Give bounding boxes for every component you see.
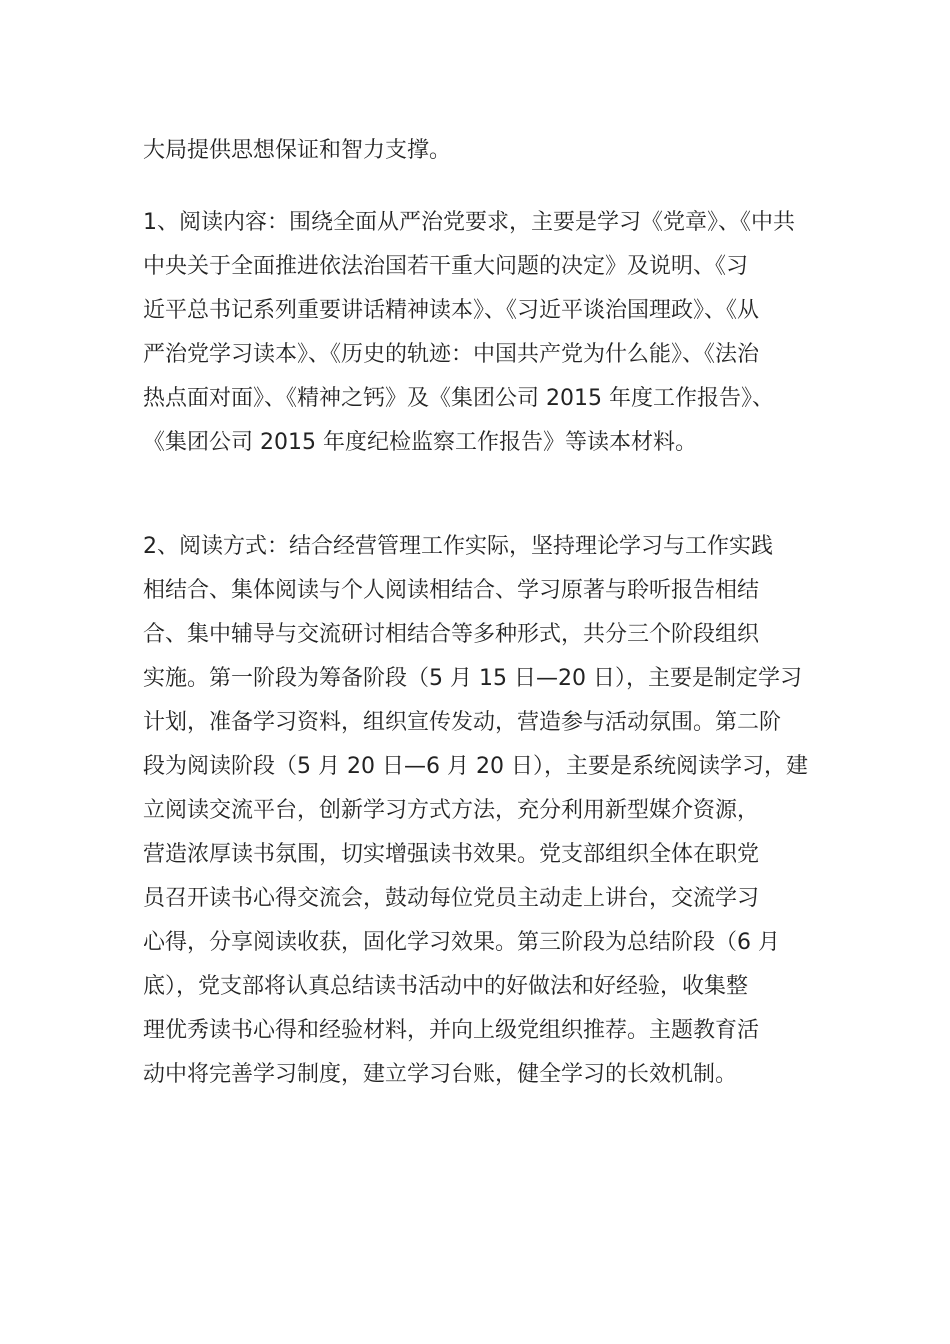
paragraph-intro-tail xyxy=(143,129,813,173)
text-line: 员召开读书心得交流会，鼓动每位党员主动走上讲台，交流学习 xyxy=(143,886,760,911)
text-line: 底），党支部将认真总结读书活动中的好做法和好经验，收集整 xyxy=(143,974,749,999)
text-line: 立阅读交流平台，创新学习方式方法，充分利用新型媒介资源， xyxy=(143,798,760,823)
text-line: 热点面对面》、《精神之钙》及《集团公司 2015 年度工作报告》、 xyxy=(143,386,774,411)
text-line: 合、集中辅导与交流研讨相结合等多种形式，共分三个阶段组织 xyxy=(143,622,760,647)
text-line: 《集团公司 2015 年度纪检监察工作报告》等读本材料。 xyxy=(143,430,697,455)
text-line: 大局提供思想保证和智力支撑。 xyxy=(143,138,452,163)
text-line: 中央关于全面推进依法治国若干重大问题的决定》及说明、《习 xyxy=(143,254,749,279)
text-line: 2、阅读方式：结合经营管理工作实际，坚持理论学习与工作实践 xyxy=(143,534,773,559)
text-line: 计划，准备学习资料，组织宣传发动，营造参与活动氛围。第二阶 xyxy=(143,710,782,735)
text-line: 近平总书记系列重要讲话精神读本》、《习近平谈治国理政》、《从 xyxy=(143,298,760,323)
text-line: 动中将完善学习制度，建立学习台账，健全学习的长效机制。 xyxy=(143,1062,738,1087)
text-line: 心得，分享阅读收获，固化学习效果。第三阶段为总结阶段（6 月 xyxy=(143,930,780,955)
text-line: 段为阅读阶段（5 月 20 日—6 月 20 日），主要是系统阅读学习，建 xyxy=(143,754,808,779)
text-line: 理优秀读书心得和经验材料，并向上级党组织推荐。主题教育活 xyxy=(143,1018,760,1043)
text-line: 严治党学习读本》、《历史的轨迹：中国共产党为什么能》、《法治 xyxy=(143,342,760,367)
text-line: 1、阅读内容：围绕全面从严治党要求，主要是学习《党章》、《中共 xyxy=(143,210,795,235)
text-line: 实施。第一阶段为筹备阶段（5 月 15 日—20 日），主要是制定学习 xyxy=(143,666,802,691)
text-line: 营造浓厚读书氛围，切实增强读书效果。党支部组织全体在职党 xyxy=(143,842,760,867)
text-line: 相结合、集体阅读与个人阅读相结合、学习原著与聆听报告相结 xyxy=(143,578,760,603)
paragraph-reading-method xyxy=(143,525,813,1097)
paragraph-reading-content xyxy=(143,201,813,465)
